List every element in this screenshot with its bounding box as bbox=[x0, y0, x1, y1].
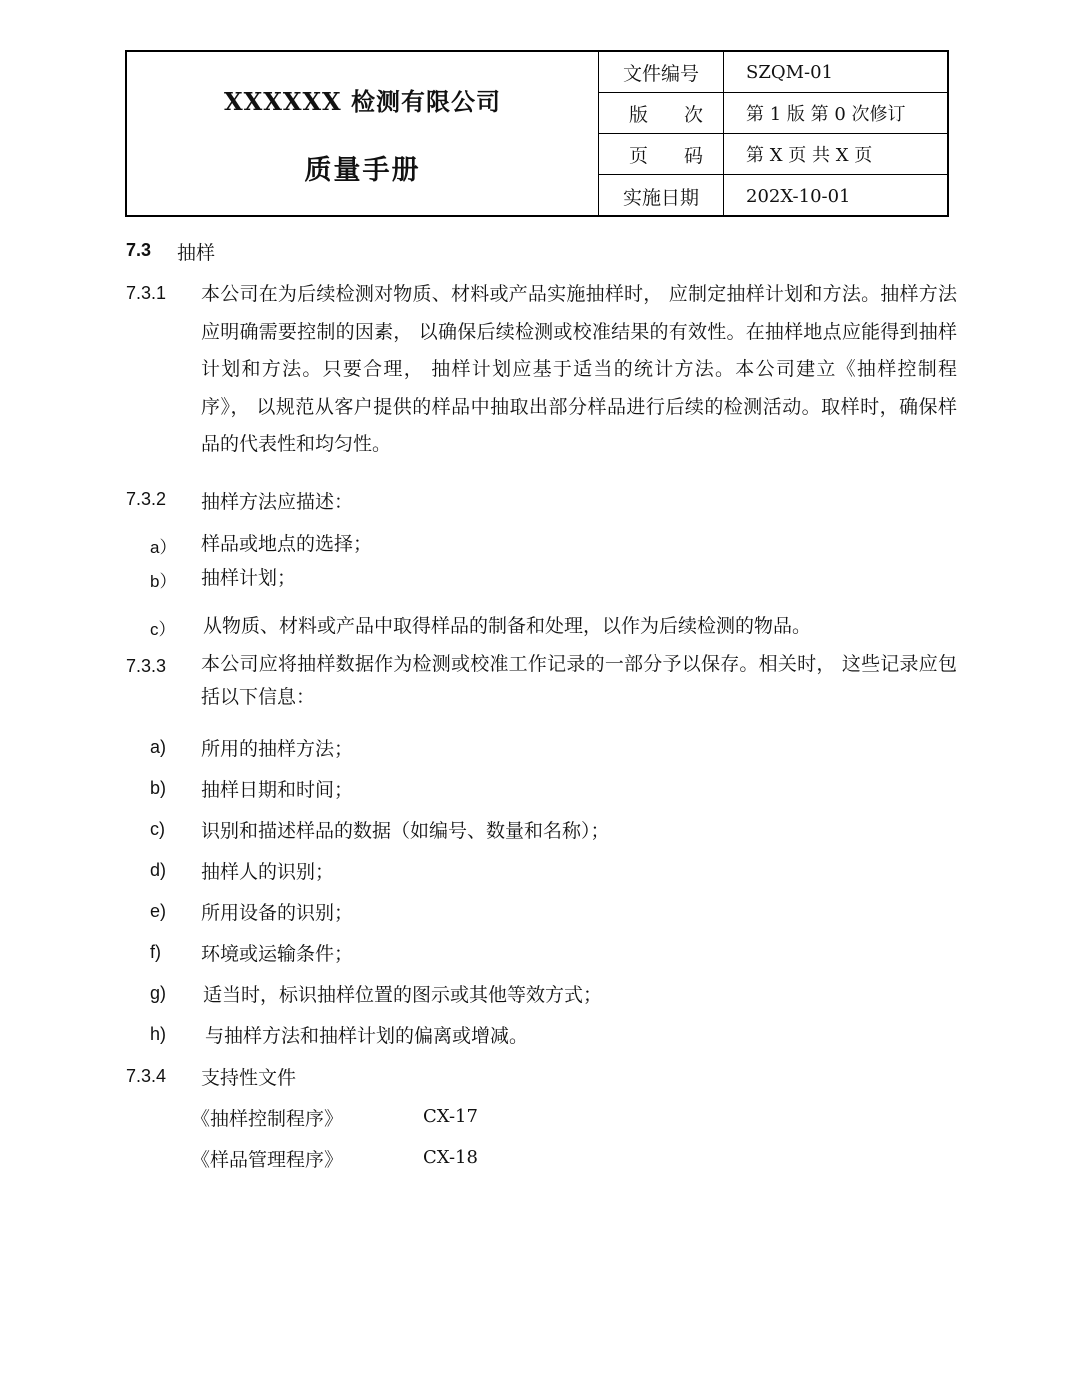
clause-text-7-3-3: 本公司应将抽样数据作为检测或校准工作记录的一部分予以保存。相关时， 这些记录应包括以下信息： bbox=[201, 653, 957, 708]
header-row-page bbox=[599, 134, 947, 175]
list-item-label: d) bbox=[150, 860, 167, 880]
clause-number-7-3-3: 7.3.3 bbox=[126, 656, 167, 676]
list-item-text: 抽样计划； bbox=[201, 567, 297, 589]
list-item-label: a） bbox=[150, 538, 177, 557]
doc-number-label: 文件编号 bbox=[599, 52, 724, 92]
clause-text-7-3-2: 抽样方法应描述： bbox=[201, 491, 354, 513]
list-item-text: 适当时，标识抽样位置的图示或其他等效方式； bbox=[203, 984, 603, 1006]
clause-text-7-3-1: 本公司在为后续检测对物质、材料或产品实施抽样时， 应制定抽样计划和方法。抽样方法应明确需要控制的因素， 以确保后续检测或校准结果的有效性。在抽样地点应能得到抽样计划和方法。只要合理， 抽样计划应基于适当的统计方法。本公司建立《抽样控制程序》， 以规范从客户提供的样品中抽取出部分样品进行后续的检测活动。取样时，确保样品的代表性和均匀性。 bbox=[201, 283, 957, 455]
manual-title: 质量手册 bbox=[304, 155, 421, 186]
list-item-text: 抽样人的识别； bbox=[201, 861, 335, 883]
header-row-date bbox=[599, 175, 947, 217]
header-title-cell bbox=[127, 52, 599, 215]
list-item-text: 环境或运输条件； bbox=[201, 943, 354, 965]
list-item-text: 样品或地点的选择； bbox=[201, 533, 373, 555]
company-name: XXXXXX 检测有限公司 bbox=[223, 87, 502, 116]
page-value: 第 X 页 共 X 页 bbox=[746, 145, 873, 166]
document-header-table bbox=[125, 50, 949, 217]
clause-number-7-3-1: 7.3.1 bbox=[126, 283, 167, 303]
edition-label-a: 版 bbox=[629, 103, 649, 126]
effective-date-value: 202X-10-01 bbox=[746, 185, 851, 207]
page-label bbox=[599, 134, 724, 174]
list-item-label: a) bbox=[150, 737, 167, 757]
effective-date-label: 实施日期 bbox=[599, 175, 724, 217]
clause-number-7-3-4: 7.3.4 bbox=[126, 1066, 167, 1086]
supporting-doc-name: 《样品管理程序》 bbox=[191, 1149, 344, 1171]
list-item-label: b) bbox=[150, 778, 167, 798]
edition-value: 第 1 版 第 0 次修订 bbox=[746, 104, 906, 125]
edition-label-b: 次 bbox=[683, 103, 703, 126]
list-item-label: h) bbox=[150, 1024, 167, 1044]
header-row-doc-number bbox=[599, 52, 947, 93]
section-number: 7.3 bbox=[126, 240, 152, 260]
clause-text-7-3-4: 支持性文件 bbox=[201, 1067, 297, 1089]
list-item-label: c) bbox=[150, 819, 165, 839]
list-item-label: f) bbox=[150, 942, 161, 962]
page-label-a: 页 bbox=[629, 144, 649, 167]
list-item-text: 所用的抽样方法； bbox=[201, 738, 354, 760]
list-item-label: e) bbox=[150, 901, 167, 921]
list-item-text: 与抽样方法和抽样计划的偏离或增减。 bbox=[205, 1025, 529, 1047]
clause-number-7-3-2: 7.3.2 bbox=[126, 489, 167, 509]
edition-label bbox=[599, 93, 724, 133]
list-item-label: g) bbox=[150, 983, 167, 1003]
list-item-label: c） bbox=[150, 620, 176, 639]
section-title: 抽样 bbox=[177, 242, 216, 264]
doc-number-value: SZQM-01 bbox=[746, 61, 834, 83]
supporting-doc-code: CX-17 bbox=[423, 1106, 478, 1127]
list-item-label: b） bbox=[150, 572, 177, 591]
supporting-doc-name: 《抽样控制程序》 bbox=[191, 1108, 344, 1130]
list-item-text: 从物质、材料或产品中取得样品的制备和处理，以作为后续检测的物品。 bbox=[203, 615, 812, 637]
list-item-text: 抽样日期和时间； bbox=[201, 779, 354, 801]
header-row-edition bbox=[599, 93, 947, 134]
supporting-doc-code: CX-18 bbox=[423, 1147, 478, 1168]
page-label-b: 码 bbox=[683, 144, 703, 167]
list-item-text: 识别和描述样品的数据（如编号、数量和名称）； bbox=[201, 820, 610, 842]
list-item-text: 所用设备的识别； bbox=[201, 902, 354, 924]
